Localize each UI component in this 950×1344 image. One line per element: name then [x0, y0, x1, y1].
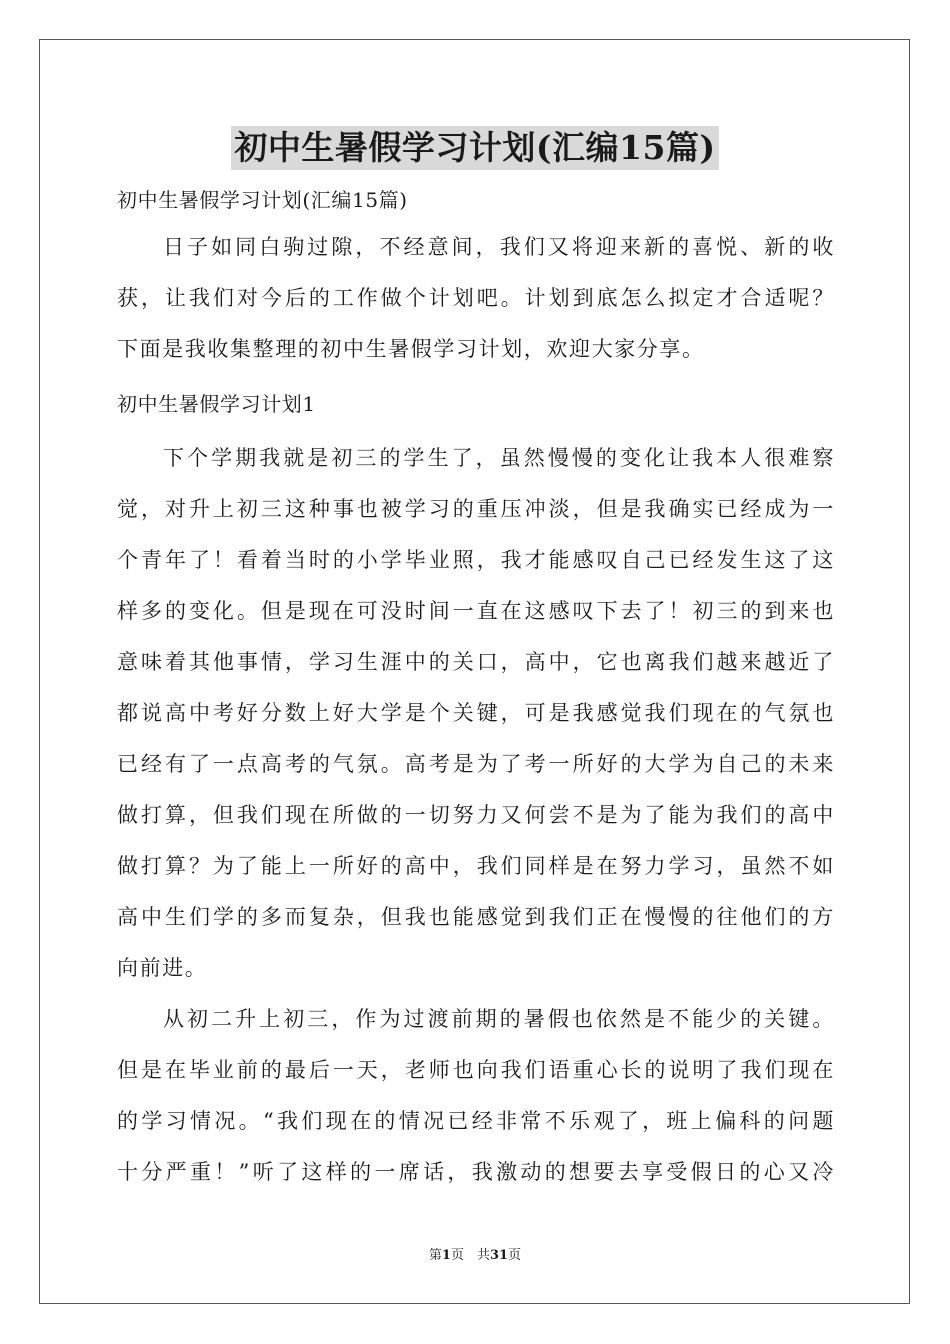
- text-line: 十分严重！”听了这样的一席话，我激动的想要去享受假日的心又冷: [117, 1160, 835, 1184]
- document-title: 初中生暑假学习计划(汇编15篇): [231, 126, 718, 170]
- title-container: [0, 126, 950, 170]
- text-line: 已经有了一点高考的气氛。高考是为了考一所好的大学为自己的未来: [117, 752, 835, 776]
- text-line: 的学习情况。“我们现在的情况已经非常不乐观了，班上偏科的问题: [117, 1109, 835, 1133]
- text-line: 意味着其他事情，学习生涯中的关口，高中，它也离我们越来越近了: [117, 650, 835, 674]
- text-line: 日子如同白驹过隙，不经意间，我们又将迎来新的喜悦、新的收: [163, 235, 835, 259]
- body-paragraph-1: [117, 433, 835, 994]
- text-line: 获，让我们对今后的工作做个计划吧。计划到底怎么拟定才合适呢？: [117, 286, 835, 310]
- text-line: 做打算？为了能上一所好的高中，我们同样是在努力学习，虽然不如: [117, 854, 835, 878]
- footer-suffix: 页: [508, 1248, 522, 1263]
- text-line: 个青年了！看着当时的小学毕业照，我才能感叹自己已经发生这了这: [117, 548, 835, 572]
- document-body: [117, 178, 835, 1198]
- document-subtitle: 初中生暑假学习计划(汇编15篇): [117, 188, 408, 212]
- body-paragraph-2: [117, 994, 835, 1198]
- footer-page-total: 31: [489, 1248, 509, 1263]
- text-line: 向前进。: [117, 956, 208, 980]
- intro-paragraph: [117, 222, 835, 375]
- section-heading: 初中生暑假学习计划1: [117, 392, 316, 416]
- footer-prefix: 第: [428, 1248, 442, 1263]
- text-line: 觉，对升上初三这种事也被学习的重压冲淡，但是我确实已经成为一: [117, 497, 835, 521]
- footer-mid: 页 共: [450, 1248, 490, 1263]
- text-line: 但是在毕业前的最后一天，老师也向我们语重心长的说明了我们现在: [117, 1058, 835, 1082]
- text-line: 做打算，但我们现在所做的一切努力又何尝不是为了能为我们的高中: [117, 803, 835, 827]
- text-line: 高中生们学的多而复杂，但我也能感觉到我们正在慢慢的往他们的方: [117, 905, 835, 929]
- text-line: 下个学期我就是初三的学生了，虽然慢慢的变化让我本人很难察: [163, 446, 835, 470]
- text-line: 样多的变化。但是现在可没时间一直在这感叹下去了！初三的到来也: [117, 599, 835, 623]
- page-footer: [0, 1244, 950, 1263]
- footer-page-current: 1: [441, 1248, 451, 1263]
- text-line: 下面是我收集整理的初中生暑假学习计划，欢迎大家分享。: [117, 337, 705, 361]
- text-line: 都说高中考好分数上好大学是个关键，可是我感觉我们现在的气氛也: [117, 701, 835, 725]
- text-line: 从初二升上初三，作为过渡前期的暑假也依然是不能少的关键。: [163, 1007, 835, 1031]
